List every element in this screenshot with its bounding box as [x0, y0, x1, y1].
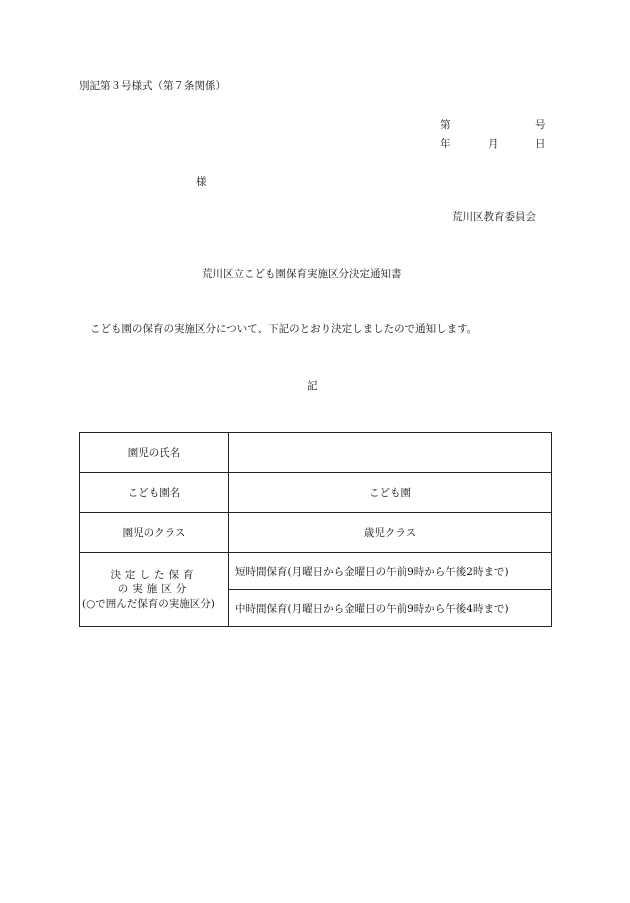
date-month: 月 [488, 138, 499, 150]
option-short-hours: 短時間保育(月曜日から金曜日の午前9時から午後2時まで) [229, 553, 552, 590]
table-row [80, 433, 552, 473]
class-value: 歳児クラス [229, 513, 552, 553]
table-row [80, 553, 552, 590]
ki-heading: 記 [307, 380, 318, 392]
child-name-label: 園児の氏名 [80, 433, 229, 473]
decided-division-label [80, 553, 229, 627]
school-name-label: こども園名 [80, 473, 229, 513]
class-label: 園児のクラス [80, 513, 229, 553]
option-middle-hours: 中時間保育(月曜日から金曜日の午前9時から午後4時まで) [229, 590, 552, 627]
form-number: 別記第３号様式（第７条関係） [79, 80, 226, 92]
number-prefix: 第 [440, 119, 451, 131]
table-row [80, 473, 552, 513]
date-day: 日 [535, 138, 546, 150]
school-name-value: こども園 [229, 473, 552, 513]
decided-label-note: (○で囲んだ保育の実施区分) [82, 597, 215, 610]
decided-label-line1: 決定した保育 [110, 569, 198, 582]
document-title: 荒川区立こども園保育実施区分決定通知書 [202, 268, 402, 280]
child-name-value [229, 433, 552, 473]
addressee-suffix: 様 [196, 176, 207, 188]
number-suffix: 号 [535, 119, 546, 131]
decision-table [79, 432, 552, 627]
table-row [80, 513, 552, 553]
body-text: こども園の保育の実施区分について、下記のとおり決定しましたので通知します。 [90, 323, 478, 335]
date-year: 年 [440, 138, 451, 150]
issuer: 荒川区教育委員会 [452, 211, 536, 223]
decided-label-line2: の実施区分 [117, 583, 191, 596]
